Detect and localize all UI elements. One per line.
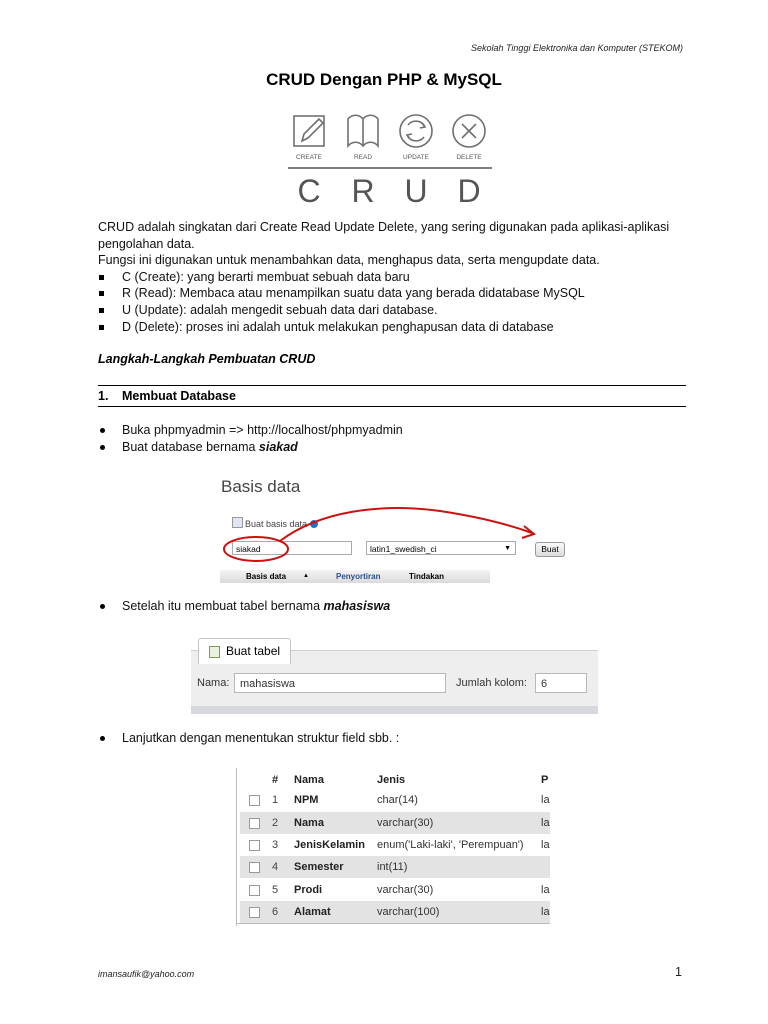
step1-list-2 [98, 598, 390, 615]
table-name-input[interactable]: mahasiswa [234, 673, 446, 693]
screenshot-create-database [220, 471, 572, 583]
row-checkbox[interactable] [249, 840, 260, 851]
logo-letter-u: U [404, 173, 428, 206]
page-number: 1 [675, 965, 682, 979]
db-name-input[interactable]: siakad [232, 541, 352, 555]
table-row [240, 856, 550, 878]
row-number: 2 [272, 817, 279, 829]
field-extra: la [541, 839, 550, 851]
field-type: varchar(100) [377, 906, 440, 918]
crud-logo [288, 110, 492, 206]
row-checkbox[interactable] [249, 818, 260, 829]
row-number: 1 [272, 794, 279, 806]
logo-letter-c: C [297, 173, 321, 206]
column-header: Tindakan [409, 572, 444, 581]
row-checkbox[interactable] [249, 795, 260, 806]
list-item-text: Buat database bernama [122, 439, 259, 454]
intro-paragraph: CRUD adalah singkatan dari Create Read Update Delete, yang sering digunakan pada aplikasi-aplikasi pengolahan data. [98, 220, 670, 251]
list-item: C (Create): yang berarti membuat sebuah data baru [98, 269, 688, 286]
refresh-arrows-icon [407, 121, 425, 141]
screenshot-create-table [191, 636, 598, 714]
column-header: P [541, 774, 549, 786]
field-extra: la [541, 884, 550, 896]
table-row [240, 901, 550, 923]
field-name[interactable]: Prodi [294, 884, 323, 896]
logo-label-read: READ [353, 154, 373, 161]
field-type: char(14) [377, 794, 418, 806]
field-type: int(11) [377, 861, 408, 873]
create-db-label-text: Buat basis data [245, 519, 308, 529]
table-row [240, 834, 550, 856]
column-header[interactable]: Basis data [246, 572, 287, 581]
field-name[interactable]: NPM [294, 794, 319, 806]
table-header [240, 772, 550, 789]
crud-definition-list [98, 269, 688, 335]
annotation-arrow [220, 471, 572, 583]
list-item: R (Read): Membaca atau menampilkan suatu data yang berada didatabase MySQL [98, 285, 688, 302]
document-title: CRUD Dengan PHP & MySQL [266, 70, 502, 89]
table-icon [209, 646, 220, 658]
step1-list [98, 422, 403, 455]
table-row [240, 812, 550, 834]
sort-icon: ▲ [303, 573, 309, 579]
table-row [240, 879, 550, 901]
database-name: siakad [258, 439, 298, 454]
row-checkbox[interactable] [249, 862, 260, 873]
row-checkbox[interactable] [249, 907, 260, 918]
logo-letter-d: D [457, 173, 481, 206]
crud-logo-graphic [288, 110, 492, 206]
collation-value: latin1_swedish_ci [370, 544, 437, 554]
create-db-button[interactable]: Buat [535, 542, 565, 557]
book-icon [348, 115, 378, 146]
logo-label-delete: DELETE [456, 154, 482, 161]
list-item [98, 598, 390, 615]
row-number: 3 [272, 839, 279, 851]
step-heading-box [98, 385, 686, 407]
list-item-text: Setelah itu membuat tabel bernama [122, 599, 324, 613]
field-extra: la [541, 817, 550, 829]
logo-label-update: UPDATE [403, 154, 429, 161]
field-name[interactable]: Nama [294, 817, 324, 829]
row-checkbox[interactable] [249, 885, 260, 896]
column-count-input[interactable]: 6 [535, 673, 587, 693]
row-number: 6 [272, 906, 279, 918]
logo-label-create: CREATE [296, 154, 322, 161]
field-name[interactable]: JenisKelamin [294, 839, 365, 851]
table-row [240, 789, 550, 811]
field-extra: la [541, 794, 550, 806]
screenshot-heading: Basis data [221, 477, 301, 496]
column-header: Nama [294, 774, 324, 786]
column-header: Jenis [377, 774, 406, 786]
row-number: 4 [272, 861, 279, 873]
section-heading: Langkah-Langkah Pembuatan CRUD [98, 352, 316, 366]
chevron-down-icon: ▼ [504, 545, 511, 552]
column-header[interactable]: Penyortiran [336, 572, 381, 581]
page-header-institution: Sekolah Tinggi Elektronika dan Komputer (STEKOM) [470, 43, 683, 53]
field-name[interactable]: Alamat [294, 906, 331, 918]
intro-function-paragraph: Fungsi ini digunakan untuk menambahkan data, menghapus data, serta mengupdate data. [98, 253, 600, 268]
tab-create-table[interactable] [198, 638, 291, 664]
list-item [98, 439, 403, 456]
list-item: Lanjutkan dengan menentukan struktur field sbb. : [98, 730, 399, 747]
pencil-icon [302, 119, 323, 141]
step1-list-3 [98, 730, 399, 747]
logo-letter-r: R [351, 173, 375, 206]
list-item: U (Update): adalah mengedit sebuah data dari database. [98, 302, 688, 319]
panel-footer [191, 706, 598, 714]
divider [236, 923, 550, 924]
list-item: Buka phpmyadmin => http://localhost/phpmyadmin [98, 422, 403, 439]
footer-email: imansaufik@yahoo.com [98, 969, 195, 979]
row-number: 5 [272, 884, 279, 896]
tab-label: Buat tabel [226, 644, 281, 658]
table-name-label: Nama: [197, 677, 230, 689]
table-name: mahasiswa [323, 599, 391, 613]
screenshot-field-structure [236, 768, 550, 926]
update-icon [400, 115, 432, 147]
step-title: Membuat Database [122, 389, 236, 403]
field-extra: la [541, 906, 550, 918]
field-type: varchar(30) [377, 817, 434, 829]
divider [236, 768, 237, 926]
intro-section [98, 219, 688, 335]
close-icon [462, 124, 476, 138]
field-type: enum('Laki-laki', 'Perempuan') [377, 839, 524, 851]
field-name[interactable]: Semester [294, 861, 344, 873]
list-item: D (Delete): proses ini adalah untuk melakukan penghapusan data di database [98, 319, 688, 336]
column-header: # [272, 774, 279, 786]
step-number: 1. [98, 389, 109, 403]
column-count-label: Jumlah kolom: [456, 677, 527, 689]
field-type: varchar(30) [377, 884, 434, 896]
